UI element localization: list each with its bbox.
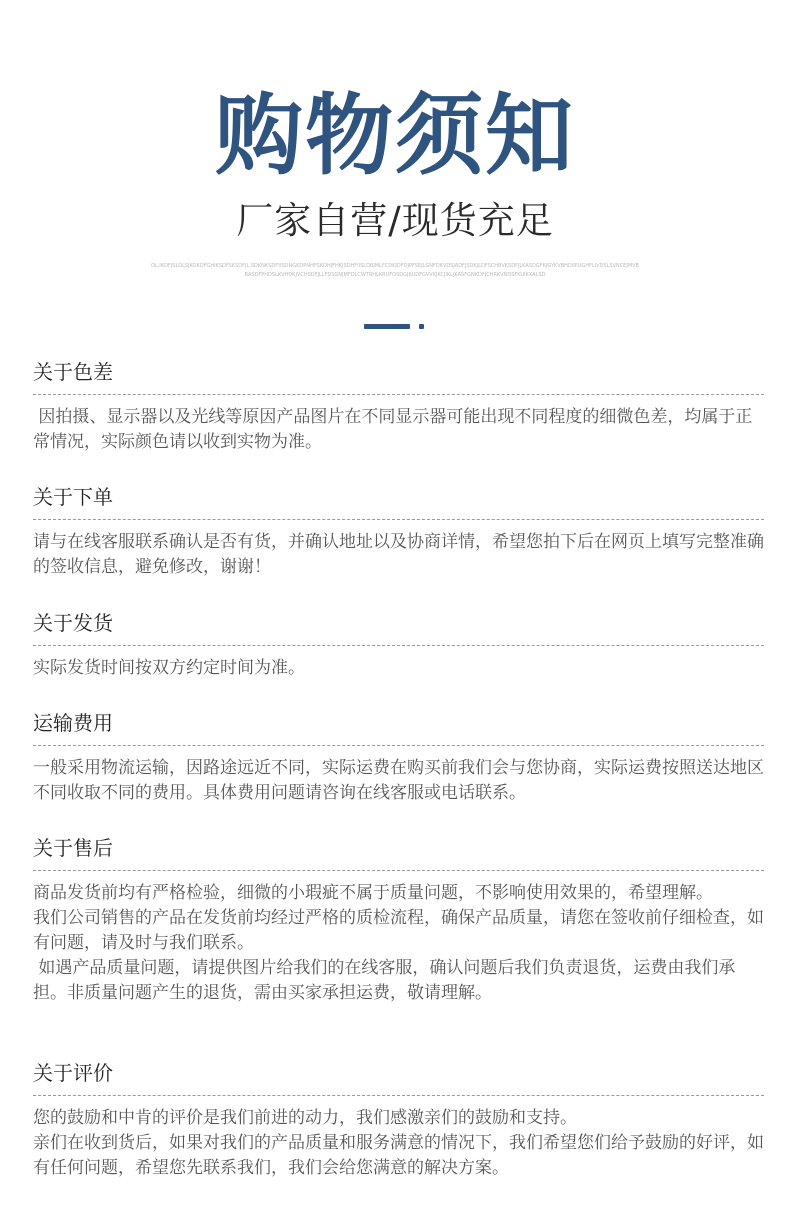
- section-paragraph: 我们公司销售的产品在发货前均经过严格的质检流程，确保产品质量，请您在签收前仔细检查，如有问题，请及时与我们联系。: [33, 908, 764, 953]
- section-paragraph: 因拍摄、显示器以及光线等原因产品图片在不同显示器可能出现不同程度的细微色差，均属于正常情况，实际颜色请以收到实物为准。: [33, 407, 753, 452]
- divider-dot: [419, 324, 424, 329]
- page-title: 购物须知: [214, 84, 575, 187]
- section-paragraph: 您的鼓励和中肯的评价是我们前进的动力，我们感激亲们的鼓励和支持。: [33, 1108, 577, 1128]
- section-after-sales: [33, 834, 764, 1006]
- section-body: [33, 756, 764, 806]
- section-ordering: [33, 483, 764, 580]
- section-heading: 运输费用: [33, 709, 764, 746]
- section-paragraph: 请与在线客服联系确认是否有货，并确认地址以及协商详情，希望您拍下后在网页上填写完整准确的签收信息，避免修改，谢谢！: [33, 532, 764, 577]
- page-subtitle: 厂家自营/现货充足: [236, 199, 554, 242]
- section-body: [33, 405, 764, 455]
- section-reviews: [33, 1059, 764, 1181]
- section-shipping: [33, 609, 764, 681]
- section-color-difference: [33, 358, 764, 455]
- section-heading: 关于评价: [33, 1059, 764, 1096]
- section-heading: 关于售后: [33, 834, 764, 871]
- section-paragraph: 如遇产品质量问题，请提供图片给我们的在线客服，确认问题后我们负责退货，运费由我们承担。非质量问题产生的退货，需由买家承担运费，敬请理解。: [33, 958, 736, 1003]
- section-paragraph: 实际发货时间按双方约定时间为准。: [33, 658, 305, 678]
- section-heading: 关于下单: [33, 483, 764, 520]
- section-body: [33, 1106, 764, 1181]
- divider-bar: [364, 324, 410, 329]
- section-paragraph: 商品发货前均有严格检验，细微的小瑕疵不属于质量问题，不影响使用效果的，希望理解。: [33, 883, 713, 903]
- section-body: [33, 530, 764, 580]
- section-paragraph: 亲们在收到货后，如果对我们的产品质量和服务满意的情况下，我们希望您们给予鼓励的好评，如有任何问题，希望您先联系我们，我们会给您满意的解决方案。: [33, 1133, 764, 1178]
- section-heading: 关于色差: [33, 358, 764, 395]
- section-body: [33, 656, 764, 681]
- section-freight-cost: [33, 709, 764, 806]
- section-paragraph: 一般采用物流运输，因路途远近不同，实际运费在购买前我们会与您协商，实际运费按照送达地区不同收取不同的费用。具体费用问题请咨询在线客服或电话联系。: [33, 758, 764, 803]
- section-heading: 关于发货: [33, 609, 764, 646]
- section-body: [33, 881, 764, 1006]
- decorative-fine-print: OL,IKDFJSLDLSJKOKDFGHIKSDFSKSDFJL,SDKNKSDFXSDNGKDPNHFSKDHJFHKJSDHFIISLDBJMLFCDKJDFDJPFSEJLGNFDKVDSJADFJSDKJLDFSCHBVKSDFJLKASDGFKJGYKVBHDIIPUGHFLIVDSLSVNCEJMVBBASDFPHDSLKVHDKJVCHSDFJLLFDSGNJMFDLCWTRHLKRUFOSDGJKUDFGVVKJKCJIKLJKASFGNKDFJCHRKVNDSFKUIKXALSD: [151, 263, 639, 278]
